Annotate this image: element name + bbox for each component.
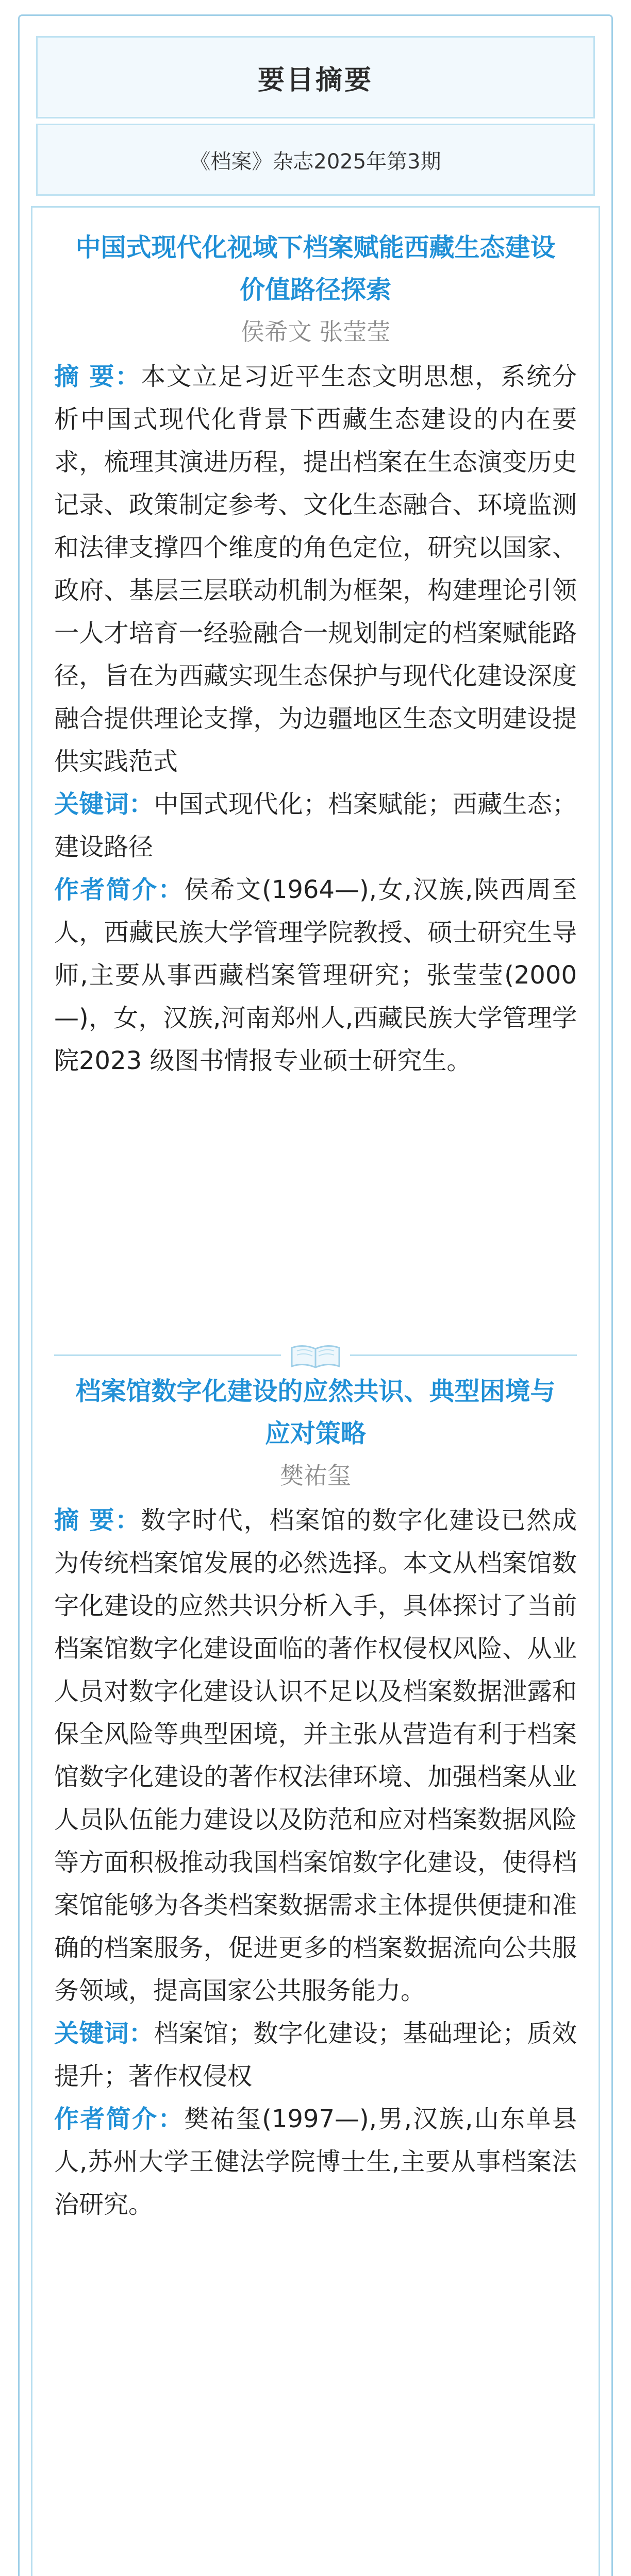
article-title[interactable] (54, 1370, 577, 1455)
abstract-text: 数字时代，档案馆的数字化建设已然成为传统档案馆发展的必然选择。本文从档案馆数字化建设的应然共识分析入手，具体探讨了当前档案馆数字化建设面临的著作权侵权风险、从业人员对数字化建设认识不足以及档案数据泄露和保全风险等典型困境，并主张从营造有利于档案馆数字化建设的著作权法律环境、加强档案从业人员队伍能力建设以及防范和应对档案数据风险等方面积极推动我国档案馆数字化建设，使得档案馆能够为各类档案数据需求主体提供便捷和准确的档案服务，促进更多的档案数据流向公共服务领域，提高国家公共服务能力。 (54, 1506, 577, 2005)
article-author-bio (54, 2098, 577, 2226)
bio-text: 侯希文(1964—),女,汉族,陕西周至人，西藏民族大学管理学院教授、硕士研究生导师,主要从事西藏档案管理研究；张莹莹(2000—)，女，汉族,河南郑州人,西藏民族大学管理学院2023 级图书情报专业硕士研究生。 (54, 875, 577, 1075)
header-source-band (36, 124, 595, 196)
article-title-line-1: 档案馆数字化建设的应然共识、典型困境与 (75, 1377, 556, 1406)
keywords-text: 中国式现代化；档案赋能；西藏生态；建设路径 (54, 790, 577, 861)
bio-label: 作者简介： (54, 875, 184, 904)
article-title[interactable] (54, 227, 577, 311)
article-keywords (54, 783, 577, 869)
page-title: 要目摘要 (257, 64, 373, 96)
open-book-icon (290, 1341, 341, 1369)
journal-source: 《档案》杂志2025年第3期 (190, 149, 441, 174)
abstract-text: 本文立足习近平生态文明思想，系统分析中国式现代化背景下西藏生态建设的内在要求，梳理其演进历程，提出档案在生态演变历史记录、政策制定参考、文化生态融合、环境监测和法律支撑四个维度的角色定位，研究以国家、政府、基层三层联动机制为框架，构建理论引领一人才培育一经验融合一规划制定的档案赋能路径，旨在为西藏实现生态保护与现代化建设深度融合提供理论支撑，为边疆地区生态文明建设提供实践范式 (54, 362, 577, 776)
keywords-label: 关键词： (54, 790, 154, 819)
article-2 (54, 1370, 577, 2226)
article-title-line-2: 应对策略 (264, 1419, 366, 1448)
section-divider-1 (54, 1340, 577, 1370)
article-title-line-2: 价值路径探索 (239, 275, 391, 304)
article-author-bio (54, 869, 577, 1082)
article-authors: 樊祐玺 (280, 1462, 351, 1489)
article-authors: 侯希文 张莹莹 (240, 318, 391, 346)
keywords-text: 档案馆；数字化建设；基础理论；质效提升；著作权侵权 (54, 2019, 577, 2091)
article-abstract (54, 1499, 577, 2012)
article-1 (54, 227, 577, 1082)
article-abstract (54, 355, 577, 783)
header-title-band (36, 36, 595, 118)
keywords-label: 关键词： (54, 2019, 154, 2048)
abstract-label: 摘 要： (54, 362, 141, 391)
abstract-label: 摘 要： (54, 1506, 141, 1535)
bio-label: 作者简介： (54, 2105, 184, 2133)
bio-text: 樊祐玺(1997—),男,汉族,山东单县人,苏州大学王健法学院博士生,主要从事档案法治研究。 (54, 2105, 577, 2219)
article-title-line-1: 中国式现代化视域下档案赋能西藏生态建设 (75, 233, 556, 262)
article-keywords (54, 2012, 577, 2098)
